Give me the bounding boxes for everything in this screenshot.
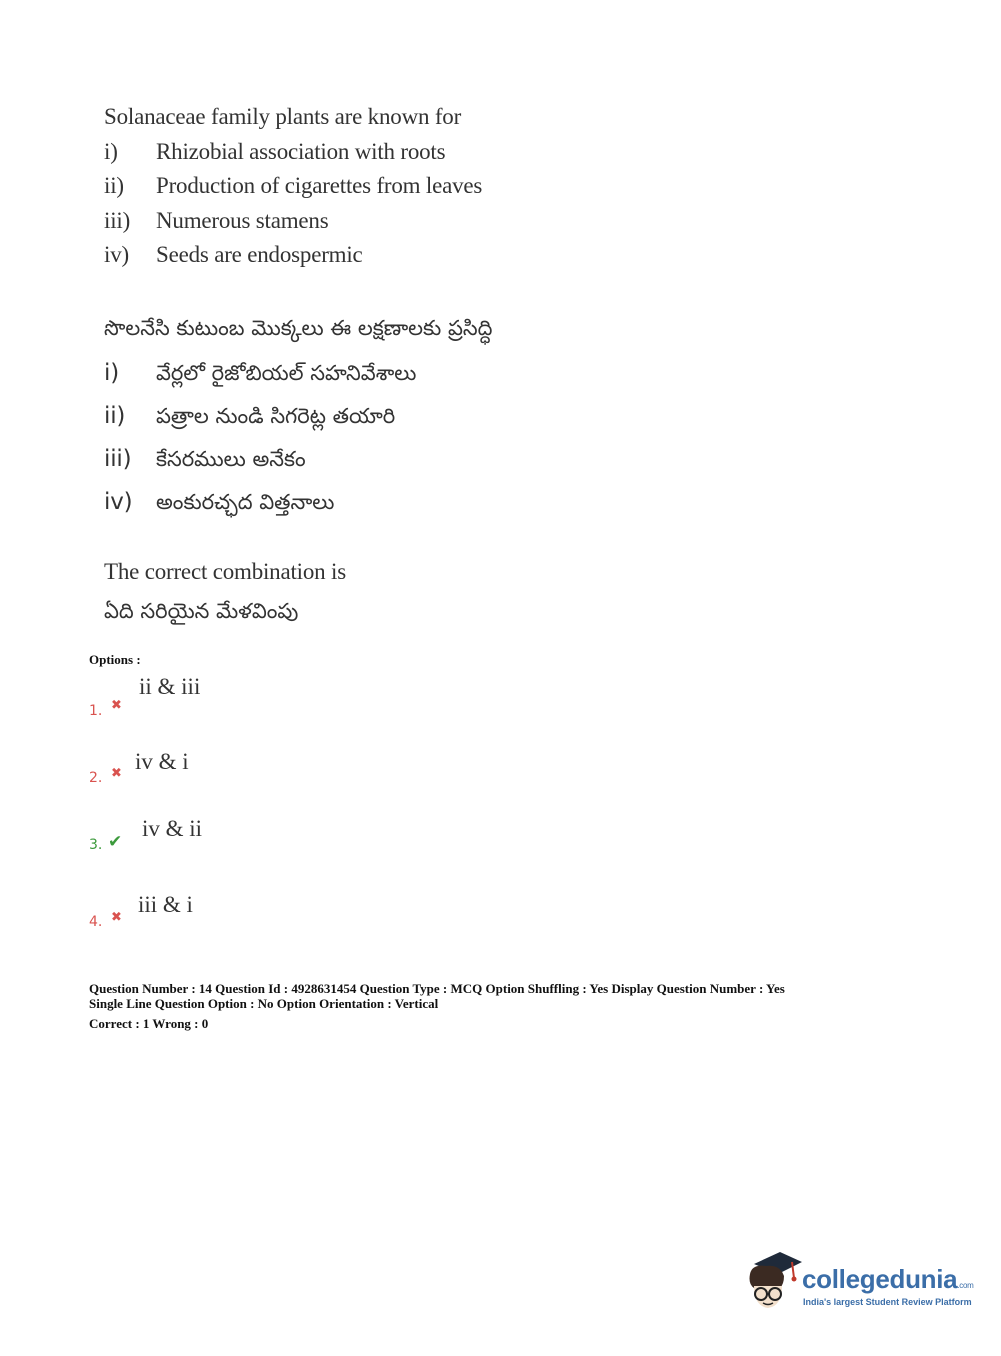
option-4[interactable] — [89, 890, 489, 940]
logo-tagline: India's largest Student Review Platform — [803, 1297, 972, 1307]
item-number: iii) — [104, 208, 131, 233]
cross-icon: ✖ — [111, 698, 122, 713]
item-text: Numerous stamens — [156, 208, 329, 233]
question-item-te-1 — [104, 360, 416, 391]
question-meta-line-2: Single Line Question Option : No Option Orientation : Vertical — [89, 996, 439, 1011]
question-stem-en: Solanaceae family plants are known for — [104, 104, 462, 129]
question-meta-line-1: Question Number : 14 Question Id : 4928631454 Question Type : MCQ Option Shuffling : Yes Display Question Number : Yes — [89, 981, 785, 996]
option-2[interactable] — [89, 746, 489, 796]
option-text: iv & ii — [142, 816, 203, 841]
question-item-te-4 — [104, 489, 334, 520]
item-text: కేసరములు అనేకం — [156, 447, 306, 471]
option-number: 1. — [89, 703, 103, 719]
option-text: iii & i — [138, 892, 193, 917]
question-item-te-2 — [104, 403, 395, 434]
option-number: 4. — [89, 914, 103, 930]
question-item-en-2 — [104, 173, 482, 199]
item-number: iii) — [104, 446, 132, 472]
checkmark-icon: ✔ — [108, 832, 123, 852]
item-text: Rhizobial association with roots — [156, 139, 446, 164]
question-stem-te: సొలనేసి కుటుంబ మొక్కలు ఈ లక్షణాలకు ప్రసిద్ధి — [104, 316, 493, 340]
item-text: వేర్లలో రైజోబియల్ సహనివేశాలు — [156, 361, 417, 385]
item-number: iv) — [104, 489, 133, 515]
mascot-icon — [740, 1250, 802, 1316]
question-item-en-1 — [104, 139, 445, 165]
option-text: iv & i — [135, 749, 189, 774]
combination-prompt-en: The correct combination is — [104, 559, 346, 584]
item-number: i) — [104, 360, 119, 386]
combination-prompt-te: ఏది సరియైన మేళవింపు — [104, 599, 299, 623]
item-number: ii) — [104, 403, 126, 429]
item-number: ii) — [104, 173, 124, 198]
logo-name: collegedunia — [802, 1264, 958, 1294]
item-text: Production of cigarettes from leaves — [156, 173, 483, 198]
option-text: ii & iii — [139, 674, 201, 699]
option-number: 2. — [89, 770, 103, 786]
cross-icon: ✖ — [111, 766, 122, 781]
item-text: పత్రాల నుండి సిగరెట్ల తయారి — [156, 404, 396, 428]
item-number: i) — [104, 139, 118, 164]
collegedunia-logo[interactable] — [740, 1250, 980, 1320]
question-item-en-3 — [104, 208, 328, 234]
question-meta-line-3: Correct : 1 Wrong : 0 — [89, 1016, 209, 1031]
question-item-en-4 — [104, 242, 363, 268]
question-item-te-3 — [104, 446, 306, 477]
cross-icon: ✖ — [111, 910, 122, 925]
logo-suffix: .com — [957, 1281, 974, 1290]
option-3[interactable] — [89, 814, 489, 864]
option-number: 3. — [89, 837, 103, 853]
option-1[interactable] — [89, 672, 489, 722]
options-label: Options : — [89, 652, 141, 667]
item-number: iv) — [104, 242, 129, 267]
item-text: Seeds are endospermic — [156, 242, 363, 267]
item-text: అంకురచ్ఛద విత్తనాలు — [156, 490, 335, 514]
